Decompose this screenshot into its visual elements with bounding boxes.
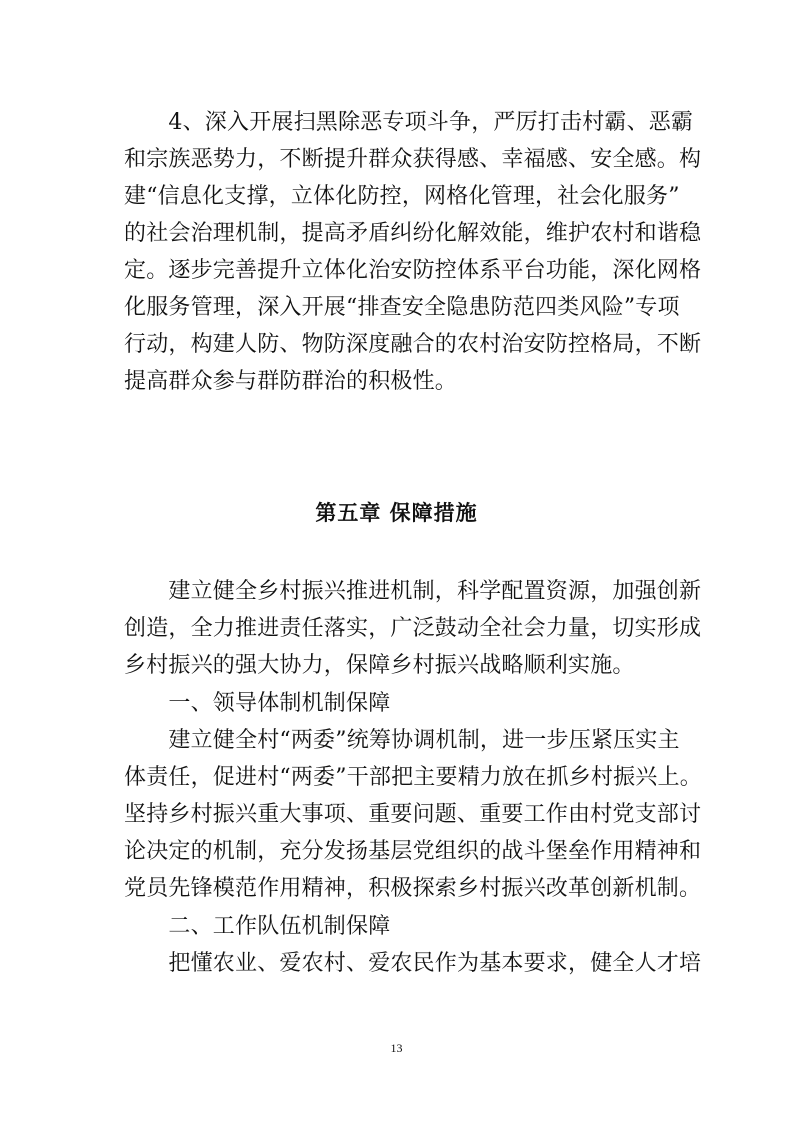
page-number: 13	[390, 1041, 403, 1055]
para1-line-6: 化服务管理，深入开展“排查安全隐患防范四类风险”专项	[124, 295, 680, 320]
para4-line-1: 把懂农业、爱农村、爱农民作为基本要求，健全人才培	[124, 951, 702, 976]
para2-line-1: 建立健全乡村振兴推进机制，科学配置资源，加强创新	[124, 579, 702, 604]
section2-title: 二、工作队伍机制保障	[124, 914, 391, 939]
para1-line-1: 4、深入开展扫黑除恶专项斗争，严厉打击村霸、恶霸	[124, 110, 694, 135]
para3-line-1: 建立健全村“两委”统筹协调机制，进一步压紧压实主	[124, 728, 680, 753]
para3-line-5: 党员先锋模范作用精神，积极探索乡村振兴改革创新机制。	[124, 876, 702, 901]
para2-line-2: 创造，全力推进责任落实，广泛鼓动全社会力量，切实形成	[124, 616, 702, 641]
chapter-title: 第五章 保障措施	[315, 501, 478, 525]
para1-line-2: 和宗族恶势力，不断提升群众获得感、幸福感、安全感。构	[124, 147, 702, 172]
para1-line-8: 提高群众参与群防群治的积极性。	[124, 369, 458, 394]
section1-title: 一、领导体制机制保障	[124, 691, 391, 716]
para1-line-7: 行动，构建人防、物防深度融合的农村治安防控格局，不断	[124, 332, 702, 357]
para2-line-3: 乡村振兴的强大协力，保障乡村振兴战略顺利实施。	[124, 653, 635, 678]
para1-line-4: 的社会治理机制，提高矛盾纠纷化解效能，维护农村和谐稳	[124, 221, 702, 246]
para3-line-3: 坚持乡村振兴重大事项、重要问题、重要工作由村党支部讨	[124, 802, 702, 827]
para1-line-5: 定。逐步完善提升立体化治安防控体系平台功能，深化网格	[124, 258, 702, 283]
para3-line-2: 体责任，促进村“两委”干部把主要精力放在抓乡村振兴上。	[124, 765, 702, 790]
para3-line-4: 论决定的机制，充分发扬基层党组织的战斗堡垒作用精神和	[124, 839, 702, 864]
para1-line-3: 建“信息化支撑，立体化防控，网格化管理，社会化服务”	[124, 184, 680, 209]
